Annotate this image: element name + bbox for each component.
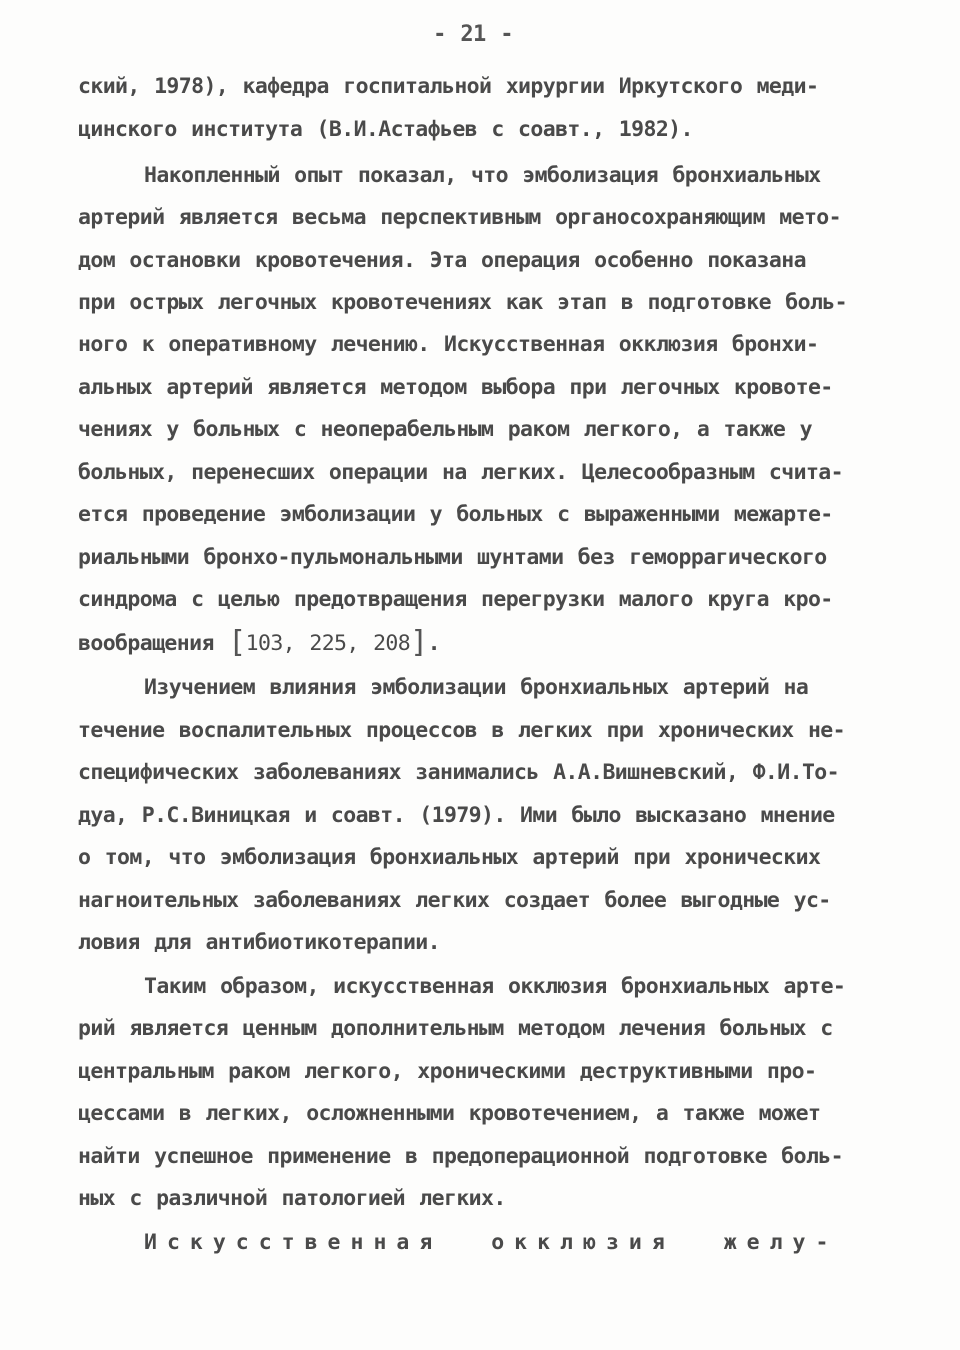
text-line: ных с различной патологией легких. <box>78 1186 506 1211</box>
text-line: больных, перенесших операции на легких. Целесообразным счита- <box>78 460 843 485</box>
paragraph-first-line: Накопленный опыт показал, что эмболизация бронхиальных <box>144 163 821 188</box>
text-line: нагноительных заболеваниях легких создает более выгодные ус- <box>78 888 831 913</box>
text-line: рий является ценным дополнительным методом лечения больных с <box>78 1016 833 1041</box>
text-line: о том, что эмболизация бронхиальных артерий при хронических <box>78 845 821 870</box>
text-line: дом остановки кровотечения. Эта операция особенно показана <box>78 248 806 273</box>
citation-close-bracket: ] <box>410 625 428 660</box>
text-line: найти успешное применение в предоперационной подготовке боль- <box>78 1144 843 1169</box>
text-line: цессами в легких, осложненными кровотечением, а также может <box>78 1101 821 1126</box>
text-line: артерий является весьма перспективным органосохраняющим мето- <box>78 205 841 230</box>
section-heading-spaced: Искусственная окклюзия желу- <box>144 1230 839 1255</box>
text-line: альных артерий является методом выбора при легочных кровоте- <box>78 375 833 400</box>
text-line: риальными бронхо-пульмональными шунтами без геморрагического <box>78 545 827 570</box>
text-line: цинского института (В.И.Астафьев с соавт., 1982). <box>78 117 693 142</box>
paragraph-first-line: Таким образом, искусственная окклюзия бронхиальных арте- <box>144 974 846 999</box>
text-line: при острых легочных кровотечениях как этап в подготовке боль- <box>78 290 847 315</box>
citation-refs: 103, 225, 208 <box>245 631 411 656</box>
text-line: специфических заболеваниях занимались А.А.Вишневский, Ф.И.То- <box>78 760 839 785</box>
text-fragment: вообращения <box>78 631 214 656</box>
text-line: чениях у больных с неоперабельным раком легкого, а также у <box>78 417 812 442</box>
citation-period: . <box>427 631 440 656</box>
page-number: - 21 - <box>433 22 513 47</box>
text-line: центральным раком легкого, хроническими деструктивными про- <box>78 1059 817 1084</box>
citation-open-bracket: [ <box>228 625 246 660</box>
text-line: ский, 1978), кафедра госпитальной хирургии Иркутского меди- <box>78 74 819 99</box>
text-line: ного к оперативному лечению. Искусственная окклюзия бронхи- <box>78 332 819 357</box>
text-line: синдрома с целью предотвращения перегрузки малого круга кро- <box>78 587 833 612</box>
paragraph-first-line: Изучением влияния эмболизации бронхиальных артерий на <box>144 675 809 700</box>
text-line: дуа, Р.С.Виницкая и соавт. (1979). Ими было высказано мнение <box>78 803 835 828</box>
citation-line <box>78 625 440 660</box>
text-line: ловия для антибиотикотерапии. <box>78 930 440 955</box>
text-line: течение воспалительных процессов в легких при хронических не- <box>78 718 845 743</box>
text-line: ется проведение эмболизации у больных с выраженными межарте- <box>78 502 833 527</box>
